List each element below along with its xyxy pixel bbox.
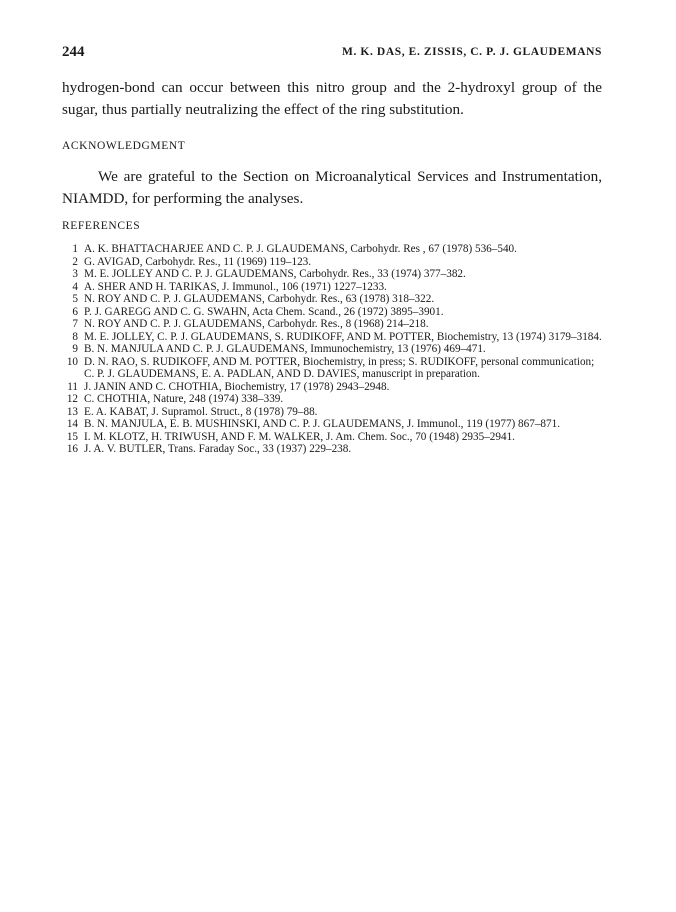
reference-text: E. A. KABAT, J. Supramol. Struct., 8 (1978) 79–88. xyxy=(84,405,318,418)
reference-item xyxy=(62,293,602,306)
reference-number: 14 xyxy=(66,418,78,430)
reference-text: N. ROY AND C. P. J. GLAUDEMANS, Carbohydr. Res., 8 (1968) 214–218. xyxy=(84,318,429,330)
reference-item xyxy=(62,318,602,331)
reference-number: 3 xyxy=(72,268,78,280)
reference-text: I. M. KLOTZ, H. TRIWUSH, AND F. M. WALKER, J. Am. Chem. Soc., 70 (1948) 2935–2941. xyxy=(84,430,515,443)
reference-item xyxy=(62,381,602,394)
reference-item xyxy=(62,343,602,356)
reference-number: 8 xyxy=(72,330,78,343)
reference-item xyxy=(62,406,602,419)
reference-item xyxy=(62,256,602,269)
reference-number: 15 xyxy=(66,430,78,443)
reference-item xyxy=(62,281,602,294)
reference-text: A. K. BHATTACHARJEE AND C. P. J. GLAUDEMANS, Carbohydr. Res , 67 (1978) 536–540. xyxy=(84,243,517,255)
reference-text: B. N. MANJULA, E. B. MUSHINSKI, AND C. P. J. GLAUDEMANS, J. Immunol., 119 (1977) 867–871. xyxy=(84,418,561,430)
references-heading: REFERENCES xyxy=(62,220,141,232)
reference-item xyxy=(62,356,602,381)
running-head-authors: M. K. DAS, E. ZISSIS, C. P. J. GLAUDEMANS xyxy=(342,46,602,58)
reference-text: M. E. JOLLEY, C. P. J. GLAUDEMANS, S. RUDIKOFF, AND M. POTTER, Biochemistry, 13 (1974) 3179–3184. xyxy=(84,330,602,343)
reference-number: 5 xyxy=(72,293,78,305)
reference-item xyxy=(62,306,602,319)
reference-number: 13 xyxy=(66,405,78,418)
references-list xyxy=(62,243,602,456)
reference-number: 1 xyxy=(72,243,78,255)
reference-text: M. E. JOLLEY AND C. P. J. GLAUDEMANS, Carbohydr. Res., 33 (1974) 377–382. xyxy=(84,268,466,280)
page-number: 244 xyxy=(62,44,85,60)
reference-text: A. SHER AND H. TARIKAS, J. Immunol., 106 (1971) 1227–1233. xyxy=(84,280,387,293)
reference-text: P. J. GAREGG AND C. G. SWAHN, Acta Chem. Scand., 26 (1972) 3895–3901. xyxy=(84,305,444,318)
reference-number: 9 xyxy=(72,343,78,355)
reference-number: 11 xyxy=(67,380,78,393)
reference-text: G. AVIGAD, Carbohydr. Res., 11 (1969) 119–123. xyxy=(84,255,312,268)
reference-text: C. CHOTHIA, Nature, 248 (1974) 338–339. xyxy=(84,393,284,405)
acknowledgment-paragraph: We are grateful to the Section on Microanalytical Services and Instrumentation, NIAMDD, for performing the analyses. xyxy=(62,168,602,207)
reference-number: 6 xyxy=(72,305,78,318)
reference-text: D. N. RAO, S. RUDIKOFF, AND M. POTTER, Biochemistry, in press; S. RUDIKOFF, personal communication; C. P. J. GLAUDEMANS, E. A. PADLAN, AND D. DAVIES, manuscript in preparation. xyxy=(84,355,595,380)
reference-text: B. N. MANJULA AND C. P. J. GLAUDEMANS, Immunochemistry, 13 (1976) 469–471. xyxy=(84,343,486,355)
reference-number: 16 xyxy=(66,443,78,455)
reference-item xyxy=(62,418,602,431)
reference-item xyxy=(62,331,602,344)
reference-item xyxy=(62,268,602,281)
reference-item xyxy=(62,443,602,456)
reference-text: J. A. V. BUTLER, Trans. Faraday Soc., 33 (1937) 229–238. xyxy=(84,443,352,455)
reference-number: 2 xyxy=(72,255,78,268)
page-header xyxy=(62,44,602,64)
reference-number: 10 xyxy=(66,355,78,368)
reference-number: 12 xyxy=(66,393,78,405)
reference-number: 7 xyxy=(72,318,78,330)
reference-item xyxy=(62,393,602,406)
reference-text: N. ROY AND C. P. J. GLAUDEMANS, Carbohydr. Res., 63 (1978) 318–322. xyxy=(84,293,435,305)
acknowledgment-heading: ACKNOWLEDGMENT xyxy=(62,140,186,152)
body-paragraph: hydrogen-bond can occur between this nitro group and the 2-hydroxyl group of the sugar, thus partially neutralizing the effect of the ring substitution. xyxy=(62,79,602,118)
reference-item xyxy=(62,431,602,444)
reference-text: J. JANIN AND C. CHOTHIA, Biochemistry, 17 (1978) 2943–2948. xyxy=(84,380,390,393)
reference-number: 4 xyxy=(72,280,78,293)
reference-item xyxy=(62,243,602,256)
